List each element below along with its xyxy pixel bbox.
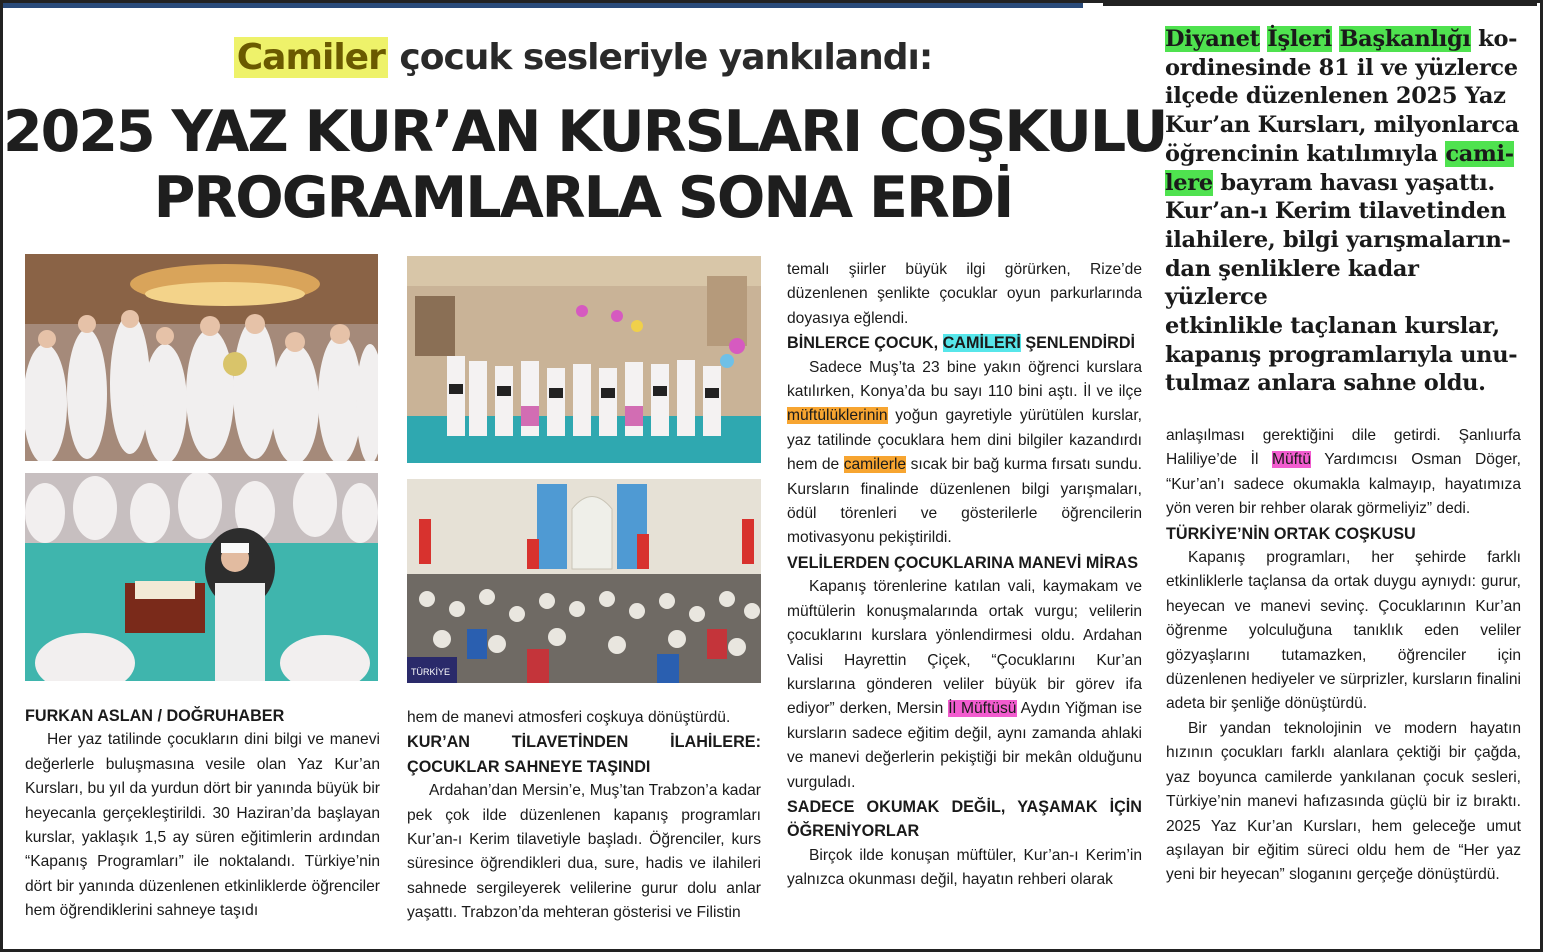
body-paragraph xyxy=(787,575,1142,795)
lead-highlight: İşleri xyxy=(1267,26,1332,52)
top-rule xyxy=(1103,3,1537,6)
body-highlight: Müftü xyxy=(1272,451,1311,469)
subheading: VELİLERDEN ÇOCUKLARINA MANEVİ MİRAS xyxy=(787,553,1139,572)
column-1 xyxy=(25,704,380,924)
body-paragraph xyxy=(787,356,1142,551)
body-highlight: camilerle xyxy=(843,456,907,474)
column-4 xyxy=(1166,424,1521,888)
body-text: sıcak bir bağ kurma fırsatı sundu. Kursların finalinde düzenlenen bilgi yarışmaları, ödül törenleri ve gösterilerle öğrencilerin motivasyonu pekiştirildi. xyxy=(787,456,1142,547)
photo-banner-text: TÜRKİYE xyxy=(411,667,451,677)
body-text: Yardımcısı Osman Döger, “Kur’an’ı sadece okumakla kalmayıp, hayatımıza yön veren bir rehber olarak görmeliyiz” dedi. xyxy=(1166,451,1521,518)
subheading: TÜRKİYE’NİN ORTAK COŞKUSU xyxy=(1166,524,1416,543)
column-3 xyxy=(787,258,1142,893)
lead-text: dan şenliklere kadar yüzlerce xyxy=(1165,255,1419,311)
body-text: Sadece Muş’ta 23 bine yakın öğrenci kurslara katılırken, Konya’da bu sayı 110 bini aştı. İl ve ilçe xyxy=(787,358,1142,401)
top-accent-bar xyxy=(3,3,1083,8)
byline: FURKAN ASLAN / DOĞRUHABER xyxy=(25,707,285,725)
body-text: Kapanış törenlerine katılan vali, kaymakam ve müftülerin konuşmalarında ortak vurgu; velilerin çocuklarını kurslara yönlendirmesi oldu. Ardahan Valisi Hayrettin Çiçek, “Çocuklarını Kur’an kurslarına gönderen veliler büyük bir görev ifa ediyor” derken, Mersin xyxy=(787,578,1142,718)
photo-children-on-stage xyxy=(407,256,761,463)
subheading-text: ŞENLENDİRDİ xyxy=(1020,334,1136,353)
lead-text: ilçede düzenlenen 2025 Yaz xyxy=(1165,83,1506,110)
body-paragraph: Birçok ilde konuşan müftüler, Kur’an-ı Kerim’in yalnızca okunması değil, hayatın rehberi olarak xyxy=(787,846,1142,889)
lead-text: ko- xyxy=(1470,26,1518,52)
body-text: anlaşılması gerektiğini dile getirdi. Şanlıurfa Haliliye’de İl xyxy=(1166,427,1521,469)
column-2 xyxy=(407,706,761,926)
photo-children-reading xyxy=(25,473,378,681)
lead-text: bayram havası yaşattı. xyxy=(1212,169,1495,196)
subheading xyxy=(787,331,1142,355)
lead-text: öğrencinin katılımıyla xyxy=(1165,140,1446,167)
body-paragraph: Kapanış programları, her şehirde farklı etkinliklerle taçlansa da ortak duygu aynıydı: gurur, heyecan ve manevi sevinç. Çocuklarının Kur’an öğrenme yolculuğuna tanıklık eden veliler gözyaşlarını tutamazken, öğrenciler için düzenlenen hediyeler ve sürprizler, kursların finalini adeta bir şenliğe dönüştürdü. xyxy=(1166,549,1521,713)
lead-highlight: cami- xyxy=(1445,140,1514,167)
photo-mosque-crowd xyxy=(407,479,761,683)
body-paragraph xyxy=(1166,424,1521,522)
lead-text: ilahilere, bilgi yarışmaların- xyxy=(1165,226,1511,253)
subheading-highlight: CAMİLERİ xyxy=(942,334,1021,353)
headline-line-1: 2025 YAZ KUR’AN KURSLARI COŞKULU xyxy=(3,99,1167,165)
lead-highlight: lere xyxy=(1165,169,1213,196)
lead-text: kapanış programlarıyla unu- xyxy=(1165,341,1518,368)
body-paragraph: temalı şiirler büyük ilgi görürken, Rize’de düzenlenen şenlikte çocuklar oyun parkurlarında doyasıya eğlendi. xyxy=(787,261,1142,327)
body-paragraph: Bir yandan teknolojinin ve modern hayatın hızının çocukları farklı alanlara çektiği bir çağda, yaz boyunca camilerde yankılanan çocuk sesleri, Türkiye’nin manevi hafızasında güçlü bir iz bıraktı. 2025 Yaz Kur’an Kursları, hem geleceğe umut aşılayan bir eğitim süreci oldu hem de “Her yaz yeni bir heyecan” sloganını gerçeğe dönüştürdü. xyxy=(1166,719,1521,884)
lead-text: Kur’an Kursları, milyonlarca xyxy=(1165,112,1520,139)
lead-text: etkinlikle taçlanan kurslar, xyxy=(1165,313,1500,340)
body-text: yoğun gayretiyle yürütülen kurslar, yaz tatilinde çocuklara hem dini bilgiler kazandırdı hem de xyxy=(787,407,1142,474)
headline xyxy=(3,99,1167,231)
lead-paragraph xyxy=(1165,25,1525,398)
photo-children-white-dresses xyxy=(25,254,378,461)
lead-highlight: Diyanet xyxy=(1165,26,1260,52)
subheading: KUR’AN TİLAVETİNDEN İLAHİLERE: ÇOCUKLAR SAHNEYE TAŞINDI xyxy=(407,733,761,776)
body-paragraph: hem de manevi atmosferi coşkuya dönüştürdü. xyxy=(407,709,731,726)
subheading-text: BİNLERCE ÇOCUK, xyxy=(787,334,943,353)
body-paragraph: Her yaz tatilinde çocukların dini bilgi ve manevi değerlerle buluşmasına vesile olan Yaz Kur’an Kursları, bu yıl da yurdun dört bir yanında büyük bir heyecanla gerçekleştirildi. 30 Haziran’da başlayan kurslar, yaklaşık 1,5 ay süren eğitimlerin ardından “Kapanış Programları” ile noktalandı. Türkiye’nin dört bir yanında düzenlenen etkinliklerde öğrenciler hem öğrendiklerini sahneye taşıdı xyxy=(25,731,380,920)
lead-text: tulmaz anlara sahne oldu. xyxy=(1165,370,1486,397)
body-paragraph: Ardahan’dan Mersin’e, Muş’tan Trabzon’a kadar pek çok ilde düzenlenen kapanış programları Kur’an-ı Kerim tilavetiyle başladı. Öğrenciler, kurs süresince öğrendikleri dua, sure, hadis ve ilahileri sahnede sergileyerek velilerine gurur dolu anlar yaşattı. Trabzon’da mehteran gösterisi ve Filistin xyxy=(407,782,761,922)
headline-line-2: PROGRAMLARLA SONA ERDİ xyxy=(153,165,1013,231)
body-highlight: İl Müftüsü xyxy=(948,700,1017,718)
body-text: Aydın Yiğman ise kursların sadece eğitim değil, aynı zamanda ahlaki ve manevi değerlerin pekiştiği bir mekân olduğunu vurguladı. xyxy=(787,700,1142,791)
lead-highlight: Başkanlığı xyxy=(1339,26,1471,52)
lead-text: Kur’an-ı Kerim tilavetinden xyxy=(1165,198,1507,225)
body-highlight: müftülüklerinin xyxy=(787,407,888,425)
kicker xyxy=(3,37,1163,78)
lead-text: ordinesinde 81 il ve yüzlerce xyxy=(1165,54,1518,81)
kicker-highlight: Camiler xyxy=(234,37,388,78)
kicker-text: çocuk sesleriyle yankılandı: xyxy=(399,37,933,78)
subheading: SADECE OKUMAK DEĞİL, YAŞAMAK İÇİN ÖĞRENİYORLAR xyxy=(787,797,1142,841)
